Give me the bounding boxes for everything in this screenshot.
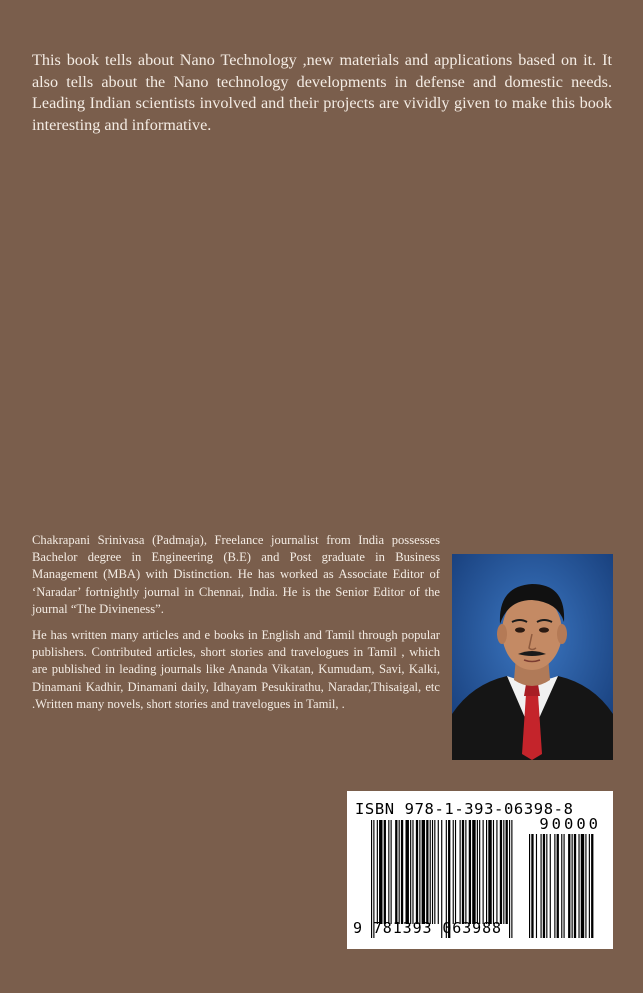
barcode-bar xyxy=(585,834,586,938)
barcode-bar xyxy=(462,820,464,924)
barcode-bar xyxy=(503,820,504,924)
barcode-bar xyxy=(379,820,382,924)
barcode-bar xyxy=(550,834,551,938)
barcode-bar xyxy=(557,834,559,938)
barcode-bar xyxy=(531,834,533,938)
barcode-bar xyxy=(422,820,425,924)
barcode-bar xyxy=(432,820,433,924)
barcode-bar xyxy=(536,834,537,938)
barcode-bar xyxy=(434,820,435,924)
barcode-bar xyxy=(453,820,454,924)
barcode-bar xyxy=(455,820,456,924)
barcode-bar xyxy=(506,820,508,924)
barcode-bar xyxy=(561,834,562,938)
barcode-bar xyxy=(541,834,542,938)
barcode-bar xyxy=(391,820,392,924)
author-bio-paragraph: Chakrapani Srinivasa (Padmaja), Freelance journalist from India possesses Bachelor degree in Engineering (B.E) and Post graduate in Business Management (MBA) with Distinction. He has worked as Associate Editor of ‘Naradar’ fortnightly journal in Chennai, India. He is the Senior Editor of the journal “The Divineness”. xyxy=(32,533,440,616)
barcode-bar xyxy=(483,820,484,924)
barcode-bar xyxy=(469,820,471,924)
barcode-bar xyxy=(511,820,512,938)
barcode-bar xyxy=(388,820,389,924)
author-bio-paragraph: He has written many articles and e books in English and Tamil through popular publishers. Contributed articles, short stories and travelogues in Tamil , which are published in leading journals like Ananda Vikatan, Kumudam, Savi, Kalki, Dinamani Kadhir, Dinamani daily, Idhayam Pesukirathu, Naradar,Thisaigal, etc .Written many novels, short stories and travelogues in Tamil, . xyxy=(32,628,440,711)
author-bio xyxy=(32,532,440,722)
barcode-bar xyxy=(568,834,570,938)
barcode-bar xyxy=(401,820,403,924)
barcode-bar xyxy=(493,820,494,924)
barcode-bar xyxy=(472,820,475,924)
barcode-bar xyxy=(574,834,576,938)
barcode-bar xyxy=(554,834,555,938)
barcode-bar xyxy=(509,820,510,938)
barcode-bar xyxy=(412,820,413,924)
barcode-bar xyxy=(543,834,545,938)
barcode-bar xyxy=(500,820,502,924)
barcode-bar xyxy=(438,820,439,924)
barcode-bar xyxy=(426,820,428,924)
barcode-bar xyxy=(460,820,461,924)
barcode-bar xyxy=(496,820,497,924)
barcode-bar xyxy=(479,820,480,924)
barcode-bar xyxy=(465,820,466,924)
isbn-barcode xyxy=(347,791,613,949)
barcode-bar xyxy=(488,820,491,924)
barcode-bar xyxy=(486,820,487,924)
barcode-bar xyxy=(416,820,418,924)
barcode-bar xyxy=(477,820,478,924)
barcode-bar xyxy=(581,834,584,938)
barcode-bar xyxy=(564,834,565,938)
barcode-bar xyxy=(589,834,590,938)
barcode-digits: 9 781393 063988 xyxy=(353,919,502,937)
barcode-bars-addon xyxy=(529,834,605,938)
author-photo xyxy=(452,554,613,760)
author-portrait-image xyxy=(452,554,613,760)
price-addon-code: 90000 xyxy=(539,815,601,833)
barcode-bar xyxy=(395,820,397,924)
back-cover-blurb: This book tells about Nano Technology ,new materials and applications based on it. It also tells about the Nano technology developments in defense and domestic needs. Leading Indian scientists involved and their projects are vividly given to make this book interesting and informative. xyxy=(32,51,612,134)
barcode-bar xyxy=(419,820,420,924)
barcode-bar xyxy=(529,834,530,938)
barcode-bar xyxy=(546,834,547,938)
barcode-bar xyxy=(384,820,386,924)
barcode-bar xyxy=(399,820,400,924)
barcode-bar xyxy=(377,820,378,924)
barcode-bar xyxy=(430,820,431,924)
barcode-bar xyxy=(572,834,573,938)
barcode-bar xyxy=(591,834,593,938)
barcode-bar xyxy=(406,820,409,924)
isbn-label: ISBN 978-1-393-06398-8 xyxy=(355,800,574,818)
barcode-bar xyxy=(578,834,579,938)
barcode-bar xyxy=(410,820,411,924)
